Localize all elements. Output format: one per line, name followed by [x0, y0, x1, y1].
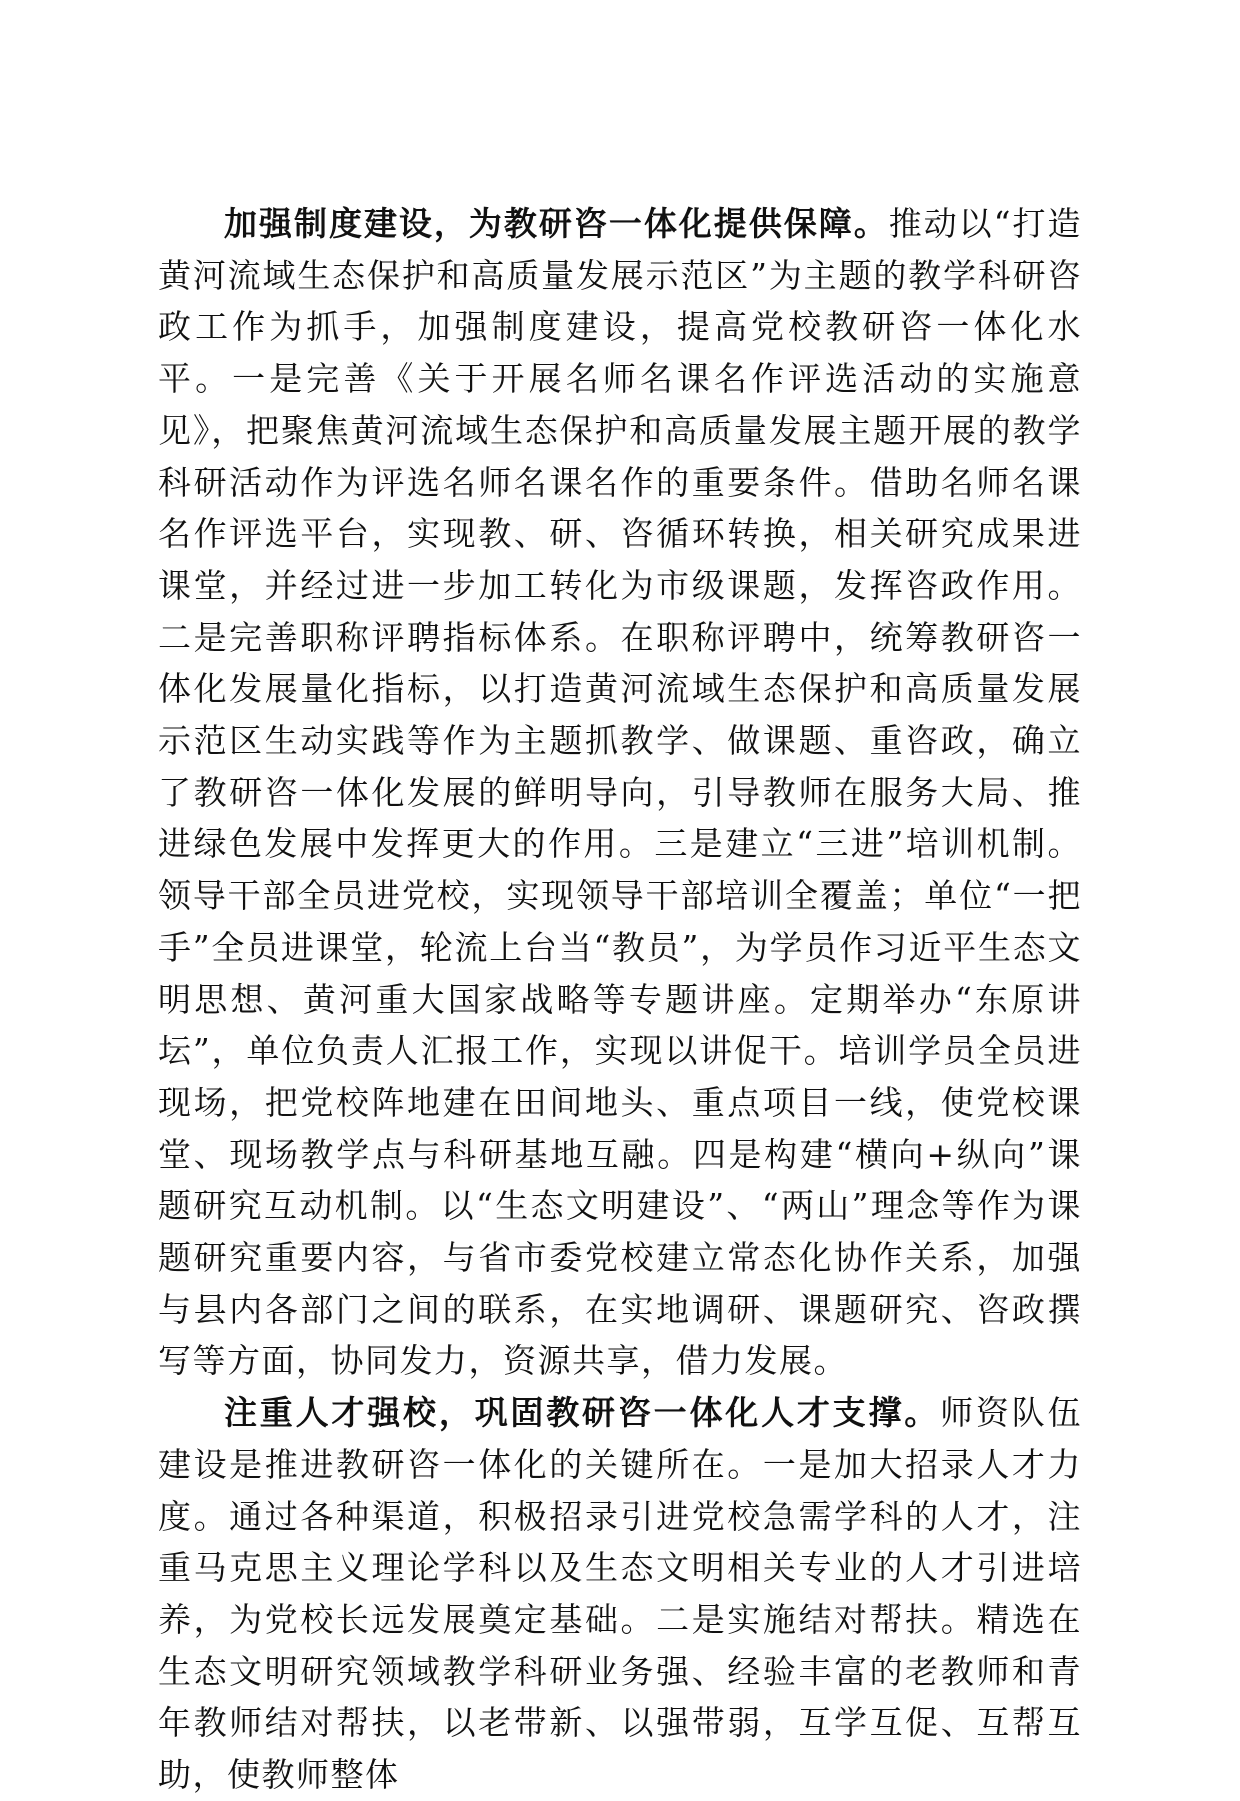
- paragraph-institution-building: [158, 198, 1082, 1387]
- paragraph-body-text: 师资队伍建设是推进教研咨一体化的关键所在。一是加大招录人才力度。通过各种渠道，积极招录引进党校急需学科的人才，注重马克思主义理论学科以及生态文明相关专业的人才引进培养，为党校长远发展奠定基础。二是实施结对帮扶。精选在生态文明研究领域教学科研业务强、经验丰富的老教师和青年教师结对帮扶，以老带新、以强带弱，互学互促、互帮互助，使教师整体: [158, 1393, 1083, 1795]
- document-page: [158, 198, 1082, 1801]
- paragraph-body-text: 推动以“打造黄河流域生态保护和高质量发展示范区”为主题的教学科研咨政工作为抓手，加强制度建设，提高党校教研咨一体化水平。一是完善《关于开展名师名课名作评选活动的实施意见》，把聚焦黄河流域生态保护和高质量发展主题开展的教学科研活动作为评选名师名课名作的重要条件。借助名师名课名作评选平台，实现教、研、咨循环转换，相关研究成果进课堂，并经过进一步加工转化为市级课题，发挥咨政作用。二是完善职称评聘指标体系。在职称评聘中，统筹教研咨一体化发展量化指标，以打造黄河流域生态保护和高质量发展示范区生动实践等作为主题抓教学、做课题、重咨政，确立了教研咨一体化发展的鲜明导向，引导教师在服务大局、推进绿色发展中发挥更大的作用。三是建立“三进”培训机制。领导干部全员进党校，实现领导干部培训全覆盖；单位“一把手”全员进课堂，轮流上台当“教员”，为学员作习近平生态文明思想、黄河重大国家战略等专题讲座。定期举办“东原讲坛”，单位负责人汇报工作，实现以讲促干。培训学员全员进现场，把党校阵地建在田间地头、重点项目一线，使党校课堂、现场教学点与科研基地互融。四是构建“横向+纵向”课题研究互动机制。以“生态文明建设”、“两山”理念等作为课题研究重要内容，与省市委党校建立常态化协作关系，加强与县内各部门之间的联系，在实地调研、课题研究、咨政撰写等方面，协同发力，资源共享，借力发展。: [158, 204, 1082, 1381]
- paragraph-talent-building: [158, 1387, 1082, 1801]
- paragraph-lead-heading: 注重人才强校，巩固教研咨一体化人才支撑。: [224, 1393, 941, 1433]
- paragraph-lead-heading: 加强制度建设，为教研咨一体化提供保障。: [224, 204, 889, 243]
